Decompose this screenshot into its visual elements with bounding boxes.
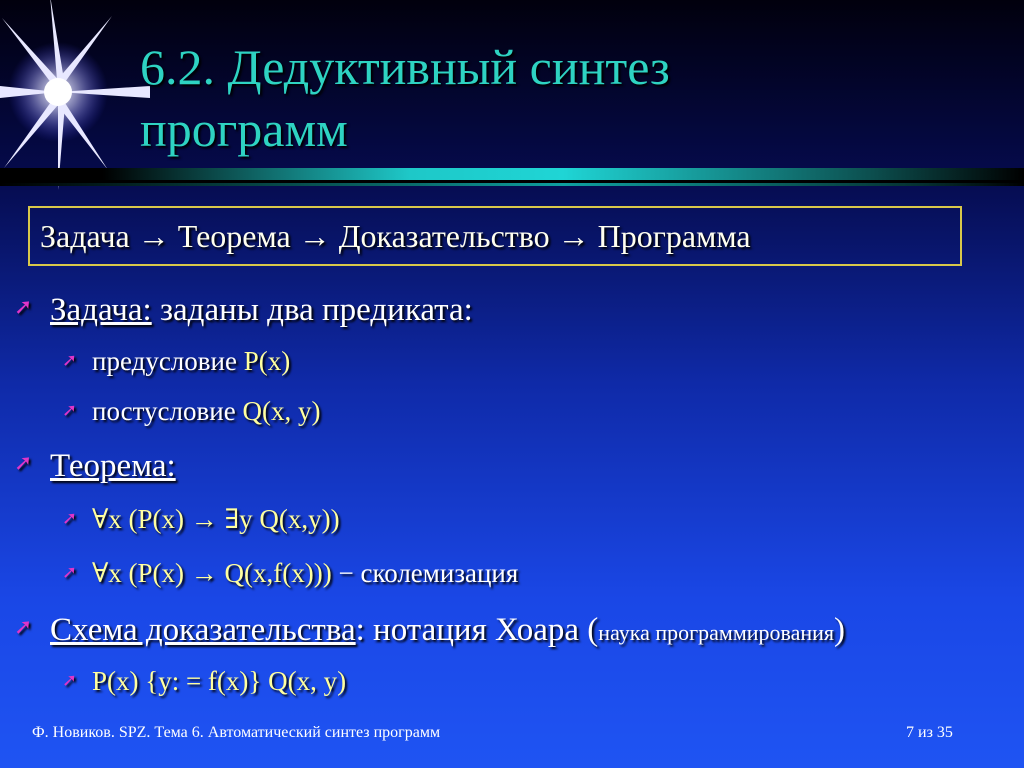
proof-scheme-label: Схема доказательства bbox=[50, 612, 356, 648]
arrow-up-right-icon: ➚ bbox=[14, 450, 33, 475]
theorem-label: Теорема: bbox=[50, 448, 176, 484]
postcondition-text: постусловие bbox=[92, 396, 243, 426]
footer-course: Ф. Новиков. SPZ. Тема 6. Автоматический синтез программ bbox=[32, 724, 441, 741]
task-text: заданы два предиката: bbox=[151, 292, 473, 328]
proof-scheme-text: : нотация Хоара ( bbox=[355, 612, 599, 648]
theorem-formula-1: ∀x (P(x) → ∃y Q(x,y)) bbox=[92, 504, 340, 534]
task-label: Задача: bbox=[50, 292, 152, 328]
title-line-1: 6.2. Дедуктивный синтез bbox=[140, 39, 670, 95]
theorem-formula-2: ∀x (P(x) → Q(x,f(x))) bbox=[92, 558, 332, 588]
list-item-postcondition bbox=[62, 396, 320, 427]
arrow-up-right-icon: ➚ bbox=[14, 614, 33, 639]
precondition-formula: P(x) bbox=[243, 346, 291, 376]
list-item-proof-scheme bbox=[14, 612, 845, 649]
list-item-hoare-formula bbox=[62, 666, 346, 697]
arrow-up-right-icon: ➚ bbox=[62, 400, 78, 420]
list-item-task bbox=[14, 292, 473, 329]
skolemization-text: − сколемизация bbox=[331, 558, 519, 588]
arrow-up-right-icon: ➚ bbox=[14, 294, 33, 319]
arrow-up-right-icon: ➚ bbox=[62, 508, 78, 528]
list-item-theorem-formula-1 bbox=[62, 504, 340, 535]
process-chain-box: Задача → Теорема → Доказательство → Программа bbox=[28, 206, 962, 266]
arrow-up-right-icon: ➚ bbox=[62, 350, 78, 370]
postcondition-formula: Q(x, y) bbox=[242, 396, 321, 426]
page-title bbox=[140, 36, 1000, 160]
precondition-text: предусловие bbox=[92, 346, 244, 376]
proof-scheme-note: наука программирования bbox=[598, 620, 835, 645]
list-item-theorem bbox=[14, 448, 176, 485]
title-line-2: программ bbox=[140, 101, 348, 157]
hoare-formula: P(x) {y: = f(x)} Q(x, y) bbox=[92, 666, 347, 696]
star-burst-icon bbox=[0, 0, 160, 190]
proof-scheme-close: ) bbox=[834, 612, 846, 648]
list-item-precondition bbox=[62, 346, 290, 377]
footer-page-number: 7 из 35 bbox=[906, 724, 953, 741]
list-item-theorem-formula-2 bbox=[62, 558, 518, 589]
arrow-up-right-icon: ➚ bbox=[62, 562, 78, 582]
title-divider-thin bbox=[0, 183, 1024, 186]
arrow-up-right-icon: ➚ bbox=[62, 670, 78, 690]
